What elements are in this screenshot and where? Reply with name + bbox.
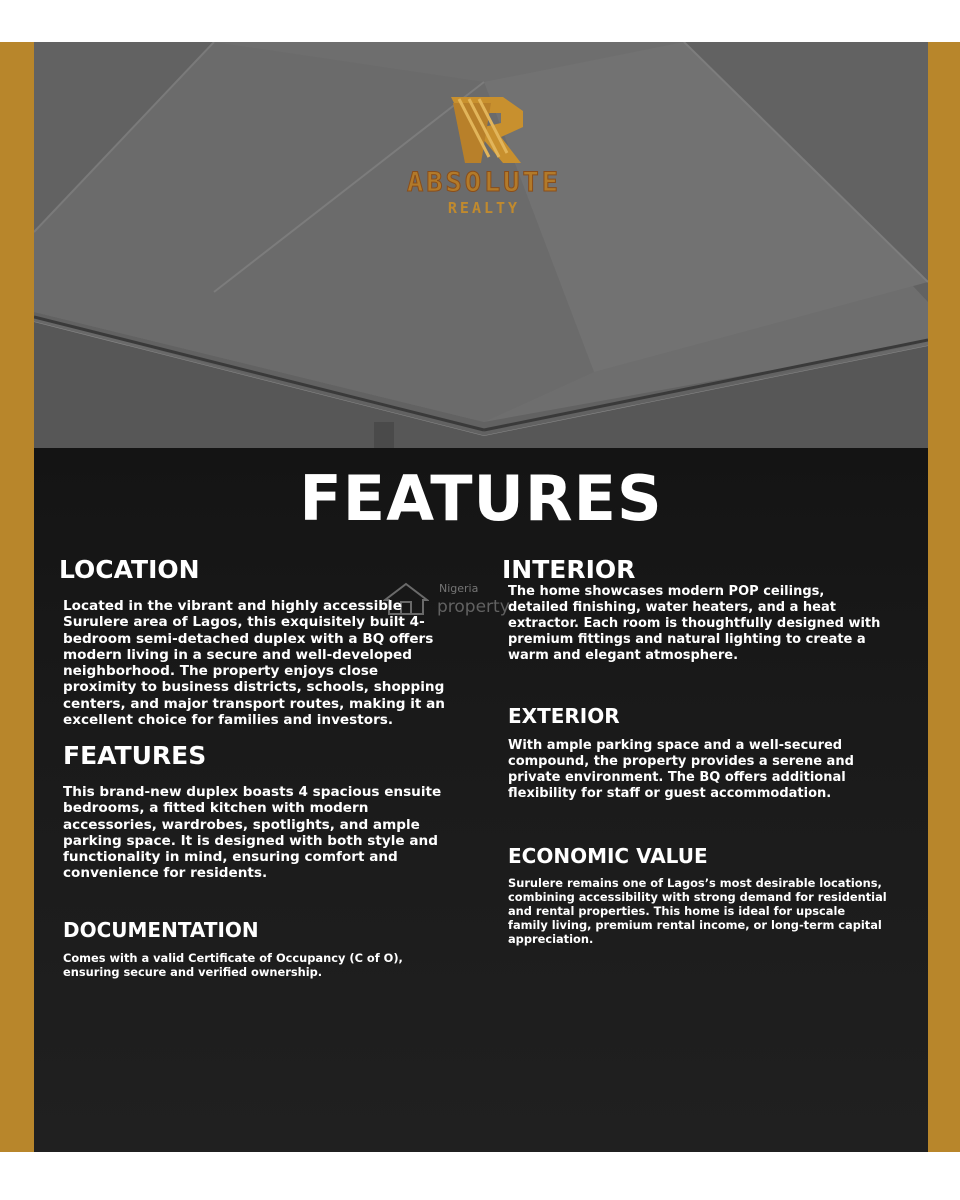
main-title: FEATURES (299, 462, 663, 535)
location-line: excellent choice for families and investors. (63, 712, 394, 729)
features-line: parking space. It is designed with both style and (63, 832, 438, 849)
watermark-small-text: Nigeria (439, 582, 479, 595)
economic-value-heading: ECONOMIC VALUE (508, 844, 708, 868)
exterior-line: flexibility for staff or guest accommodation. (508, 786, 832, 801)
features-line: accessories, wardrobes, spotlights, and ample (63, 816, 420, 833)
location-line: modern living in a secure and well-developed (63, 646, 412, 663)
ceiling-photo (34, 42, 928, 448)
interior-line: warm and elegant atmosphere. (508, 648, 739, 663)
right-gold-border (928, 42, 960, 1152)
exterior-heading: EXTERIOR (508, 704, 620, 728)
economic-value-line: family living, premium rental income, or long-term capital (508, 918, 882, 932)
watermark-big-text: property (437, 597, 510, 617)
features-text (63, 784, 441, 882)
location-line: proximity to business districts, schools, shopping (63, 679, 445, 696)
left-gold-border (0, 42, 34, 1152)
location-text (63, 598, 445, 728)
location-line: bedroom semi-detached duplex with a BQ offers (63, 630, 434, 647)
interior-line: premium fittings and natural lighting to create a (508, 632, 866, 647)
interior-heading: INTERIOR (502, 555, 636, 584)
exterior-text (508, 738, 854, 802)
exterior-line: compound, the property provides a serene and (508, 754, 854, 769)
documentation-line: ensuring secure and verified ownership. (63, 965, 323, 979)
location-line: Surulere area of Lagos, this exquisitely built 4- (63, 614, 425, 631)
interior-line: extractor. Each room is thoughtfully designed with (508, 616, 881, 631)
features-line: bedrooms, a fitted kitchen with modern (63, 800, 369, 817)
economic-value-line: combining accessibility with strong demand for residential (508, 890, 887, 904)
brand-tagline: REALTY (447, 199, 521, 217)
features-line: functionality in mind, ensuring comfort and (63, 849, 398, 866)
brand-name: ABSOLUTE (406, 167, 562, 198)
property-poster (34, 42, 928, 1152)
documentation-text (63, 951, 403, 979)
economic-value-line: Surulere remains one of Lagos’s most desirable locations, (508, 876, 882, 890)
exterior-line: With ample parking space and a well-secured (508, 738, 843, 753)
economic-value-line: appreciation. (508, 932, 594, 946)
documentation-line: Comes with a valid Certificate of Occupancy (C of O), (63, 951, 403, 965)
features-line: This brand-new duplex boasts 4 spacious ensuite (63, 784, 442, 800)
features-line: convenience for residents. (63, 865, 268, 882)
economic-value-line: and rental properties. This home is ideal for upscale (508, 904, 846, 918)
interior-line: The home showcases modern POP ceilings, (508, 584, 825, 599)
documentation-heading: DOCUMENTATION (63, 918, 259, 942)
features-heading: FEATURES (63, 741, 207, 770)
economic-value-text (508, 876, 887, 946)
location-line: centers, and major transport routes, making it an (63, 695, 445, 712)
location-line: Located in the vibrant and highly accessible (63, 598, 402, 614)
interior-text (508, 584, 880, 664)
absolute-realty-logo-icon (441, 97, 531, 167)
location-line: neighborhood. The property enjoys close (63, 663, 379, 680)
interior-line: detailed finishing, water heaters, and a heat (508, 600, 836, 615)
location-heading: LOCATION (59, 555, 200, 584)
exterior-line: private environment. The BQ offers additional (508, 770, 846, 785)
